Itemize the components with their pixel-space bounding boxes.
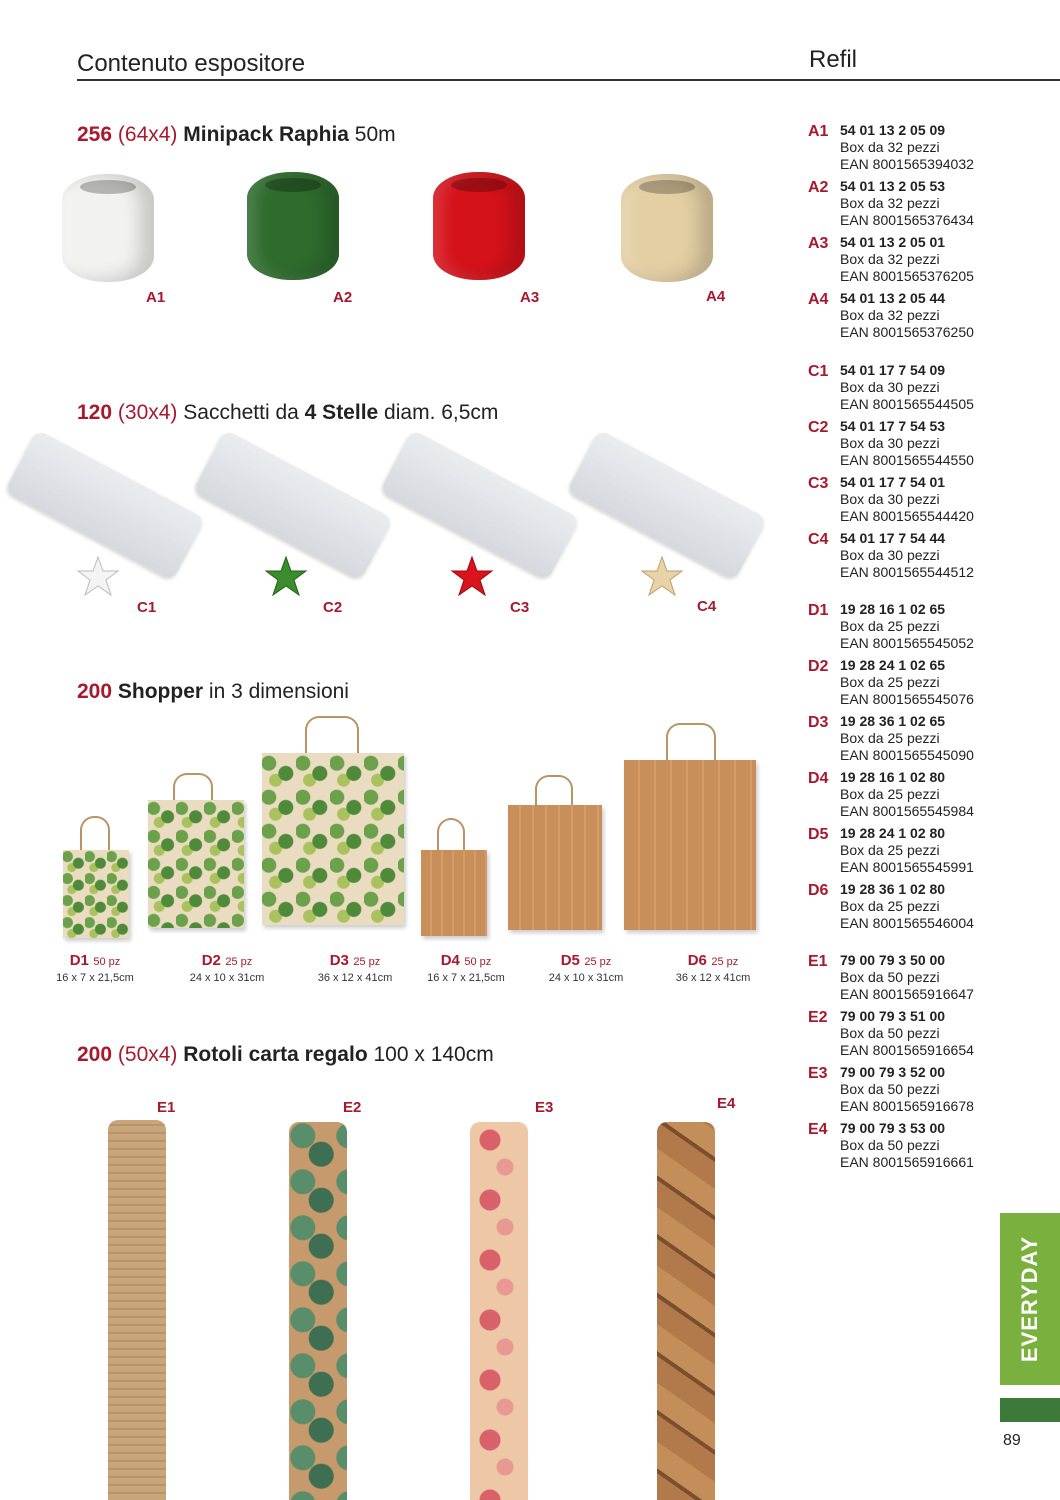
shopper-code: D6 [687,952,707,969]
shopper-label-d3 [308,952,402,984]
bow-star-icon [450,555,494,599]
label-e3: E3 [535,1099,554,1116]
refil-code: E3 [808,1065,828,1082]
bow-star-icon [264,555,308,599]
shopper-label-d2 [182,952,272,984]
refil-article-number: 19 28 16 1 02 80 [840,769,946,785]
refil-article-number: 19 28 36 1 02 65 [840,713,946,729]
refil-box: Box da 25 pezzi [840,898,940,914]
shopper-label-d4 [420,952,512,984]
refil-code: A3 [808,235,829,252]
refil-article-number: 79 00 79 3 50 00 [840,952,946,968]
section-quantity: 200 [77,1043,113,1066]
refil-ean: EAN 8001565376434 [840,212,974,228]
section-quantity: 200 [77,680,113,703]
shopper-label-d6 [666,952,760,984]
section-tab-everyday [1000,1213,1060,1385]
label-a3: A3 [520,289,540,306]
refil-code: E1 [808,953,828,970]
refil-article-number: 19 28 16 1 02 65 [840,601,946,617]
refil-article-number: 54 01 17 7 54 09 [840,362,946,378]
shopper-size: 36 x 12 x 41cm [675,972,751,984]
label-e1: E1 [157,1099,176,1116]
label-a2: A2 [333,289,353,306]
refil-box: Box da 25 pezzi [840,674,940,690]
refil-ean: EAN 8001565544420 [840,508,974,524]
shopper-kraft-large [624,760,756,930]
shopper-code: D1 [69,952,89,969]
refil-code: D2 [808,658,829,675]
paper-roll-succulent [289,1122,347,1500]
section-breakdown: (50x4) [117,1043,178,1066]
label-e2: E2 [343,1099,362,1116]
refil-ean: EAN 8001565545052 [840,635,974,651]
refil-article-number: 19 28 36 1 02 80 [840,881,946,897]
refil-article-number: 79 00 79 3 51 00 [840,1008,946,1024]
refil-code: C2 [808,419,829,436]
header-divider [77,79,1060,81]
refil-code: D4 [808,770,829,787]
refil-code: A2 [808,179,829,196]
refil-box: Box da 30 pezzi [840,547,940,563]
section-product-detail: 100 x 140cm [367,1043,494,1066]
label-c2: C2 [323,599,343,616]
refil-article-number: 19 28 24 1 02 80 [840,825,946,841]
refil-box: Box da 30 pezzi [840,491,940,507]
refil-ean: EAN 8001565545076 [840,691,974,707]
refil-box: Box da 25 pezzi [840,618,940,634]
refil-box: Box da 25 pezzi [840,842,940,858]
refil-article-number: 54 01 13 2 05 01 [840,234,946,250]
refil-ean: EAN 8001565544505 [840,396,974,412]
shopper-size: 24 x 10 x 31cm [189,972,265,984]
bow-star-icon [640,555,684,599]
raphia-roll-white [62,174,154,282]
shopper-kraft-medium [508,805,602,930]
refil-article-number: 79 00 79 3 52 00 [840,1064,946,1080]
shopper-qty: 50 pz [464,956,492,968]
shopper-code: D3 [329,952,349,969]
section-product-prefix: Sacchetti da [177,401,305,424]
refil-box: Box da 50 pezzi [840,1137,940,1153]
section-title-stelle [77,401,498,425]
shopper-qty: 25 pz [711,956,739,968]
section-product-detail: in 3 dimensioni [203,680,349,703]
refil-heading: Refil [809,46,858,73]
section-title-raphia [77,123,396,147]
refil-code: E2 [808,1009,828,1026]
refil-article-number: 54 01 13 2 05 09 [840,122,946,138]
page-title: Contenuto espositore [77,50,306,77]
refil-box: Box da 50 pezzi [840,1081,940,1097]
refil-box: Box da 32 pezzi [840,139,940,155]
refil-code: D6 [808,882,829,899]
section-quantity: 120 [77,401,113,424]
label-c1: C1 [137,599,157,616]
refil-box: Box da 32 pezzi [840,251,940,267]
refil-ean: EAN 8001565916661 [840,1154,974,1170]
refil-code: A4 [808,291,829,308]
refil-ean: EAN 8001565916678 [840,1098,974,1114]
section-quantity: 256 [77,123,113,146]
section-product-name: Rotoli carta regalo [183,1043,368,1066]
refil-box: Box da 50 pezzi [840,969,940,985]
raphia-roll-natural [621,174,713,282]
shopper-qty: 50 pz [93,956,121,968]
shopper-size: 36 x 12 x 41cm [317,972,393,984]
section-breakdown: (30x4) [117,401,178,424]
shopper-leaf-medium [148,800,244,928]
refil-code: D3 [808,714,829,731]
label-a1: A1 [146,289,166,306]
raphia-roll-red [433,172,525,280]
shopper-qty: 25 pz [584,956,612,968]
section-product-detail: diam. 6,5cm [378,401,499,424]
paper-roll-postcards [657,1122,715,1500]
refil-article-number: 79 00 79 3 53 00 [840,1120,946,1136]
page-number: 89 [1003,1432,1021,1449]
refil-box: Box da 30 pezzi [840,379,940,395]
label-c4: C4 [697,598,717,615]
refil-ean: EAN 8001565916654 [840,1042,974,1058]
shopper-leaf-large [262,753,404,925]
refil-ean: EAN 8001565544512 [840,564,974,580]
section-title-rotoli [77,1043,494,1067]
shopper-handle [80,816,110,852]
section-title-shopper [77,680,349,704]
refil-article-number: 19 28 24 1 02 65 [840,657,946,673]
refil-ean: EAN 8001565546004 [840,915,974,931]
refil-ean: EAN 8001565545090 [840,747,974,763]
section-tab-accent [1000,1398,1060,1422]
refil-ean: EAN 8001565376205 [840,268,974,284]
shopper-kraft-small [421,850,487,936]
refil-box: Box da 50 pezzi [840,1025,940,1041]
paper-roll-roses [470,1122,528,1500]
refil-code: C4 [808,531,829,548]
section-breakdown: (64x4) [117,123,178,146]
shopper-qty: 25 pz [225,956,253,968]
shopper-size: 16 x 7 x 21,5cm [427,972,505,984]
refil-code: E4 [808,1121,828,1138]
shopper-code: D5 [560,952,580,969]
label-c3: C3 [510,599,530,616]
refil-article-number: 54 01 13 2 05 44 [840,290,946,306]
refil-box: Box da 32 pezzi [840,307,940,323]
shopper-size: 24 x 10 x 31cm [548,972,624,984]
refil-article-number: 54 01 17 7 54 53 [840,418,946,434]
refil-box: Box da 32 pezzi [840,195,940,211]
shopper-label-d5 [540,952,632,984]
refil-box: Box da 30 pezzi [840,435,940,451]
section-tab-label: EVERYDAY [1017,1235,1042,1363]
shopper-code: D4 [440,952,460,969]
refil-ean: EAN 8001565394032 [840,156,974,172]
refil-ean: EAN 8001565545991 [840,859,974,875]
refil-ean: EAN 8001565376250 [840,324,974,340]
shopper-code: D2 [201,952,221,969]
raphia-roll-green [247,172,339,280]
refil-ean: EAN 8001565545984 [840,803,974,819]
refil-box: Box da 25 pezzi [840,786,940,802]
shopper-qty: 25 pz [353,956,381,968]
section-product-name: 4 Stelle [304,401,379,424]
section-product-name: Minipack Raphia [183,123,349,146]
refil-box: Box da 25 pezzi [840,730,940,746]
section-product-name: Shopper [117,680,204,703]
refil-ean: EAN 8001565544550 [840,452,974,468]
bow-star-icon [76,555,120,599]
shopper-label-d1 [50,952,140,984]
refil-article-number: 54 01 13 2 05 53 [840,178,946,194]
refil-code: C3 [808,475,829,492]
shopper-leaf-small [63,850,129,938]
shopper-handle [437,818,465,854]
refil-code: A1 [808,123,829,140]
shopper-size: 16 x 7 x 21,5cm [56,972,134,984]
section-product-detail: 50m [348,123,396,146]
refil-code: C1 [808,363,829,380]
label-e4: E4 [717,1095,736,1112]
refil-article-number: 54 01 17 7 54 01 [840,474,946,490]
refil-article-number: 54 01 17 7 54 44 [840,530,946,546]
paper-roll-newspaper [108,1120,166,1500]
refil-code: D5 [808,826,829,843]
refil-ean: EAN 8001565916647 [840,986,974,1002]
refil-code: D1 [808,602,829,619]
label-a4: A4 [706,288,726,305]
